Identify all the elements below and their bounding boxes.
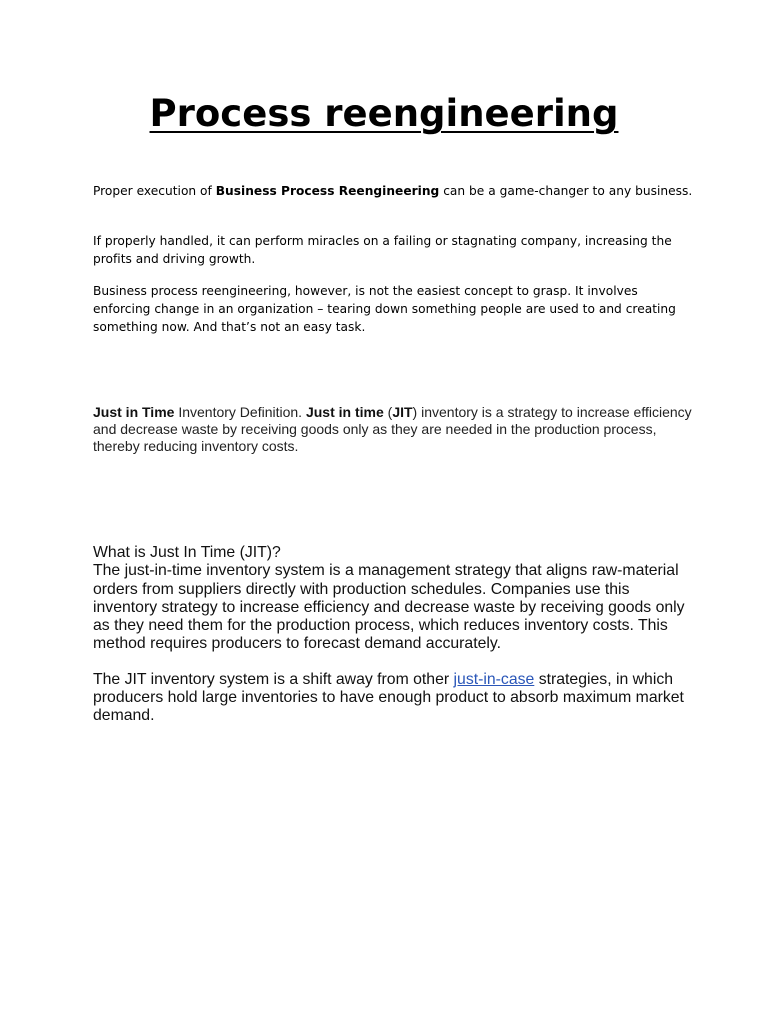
jit-def-text-1: Inventory Definition.: [174, 404, 306, 420]
jit-section-paragraph-1: The just-in-time inventory system is a management strategy that aligns raw-material orders from suppliers directly with production schedules. Companies use this inventory strategy to increase efficiency and decrease waste by receiving goods only as they need them for the production process, which reduces inventory costs. This method requires producers to forecast demand accurately.: [93, 562, 685, 653]
jit-definition: [93, 404, 693, 455]
jit-def-text-2: (: [383, 404, 393, 420]
jit-para2-post: strategies, in which producers hold large inventories to have enough product to absorb maximum market demand.: [93, 670, 684, 725]
page-title-text: Process reengineering: [149, 92, 619, 135]
page-title: [0, 88, 768, 140]
intro-p1-pre: Proper execution of: [93, 184, 216, 198]
intro-paragraph-3: Business process reengineering, however, is not the easiest concept to grasp. It involves enforcing change in an organization – tearing down something people are used to and creating something now. And that’s not an easy task.: [93, 284, 676, 334]
jit-def-bold-3: JIT: [392, 404, 413, 420]
intro-p1-bold: Business Process Reengineering: [215, 184, 440, 198]
just-in-case-link[interactable]: just-in-case: [453, 670, 535, 688]
intro-paragraph-1: [93, 182, 693, 200]
jit-section-heading: What is Just In Time (JIT)?: [93, 544, 281, 561]
jit-def-bold-1: Just in Time: [93, 404, 175, 420]
jit-para2-pre: The JIT inventory system is a shift away from other: [93, 670, 454, 688]
intro-paragraph-2: If properly handled, it can perform miracles on a failing or stagnating company, increasing the profits and driving growth.: [93, 234, 672, 266]
jit-def-bold-2: Just in time: [305, 404, 384, 420]
jit-section-paragraph-2: [93, 671, 693, 726]
intro-p1-post: can be a game-changer to any business.: [439, 184, 693, 198]
jit-def-text-3: ) inventory is a strategy to increase efficiency and decrease waste by receiving goods only as they are needed in the production process, thereby reducing inventory costs.: [93, 404, 692, 454]
jit-section: [93, 544, 693, 726]
